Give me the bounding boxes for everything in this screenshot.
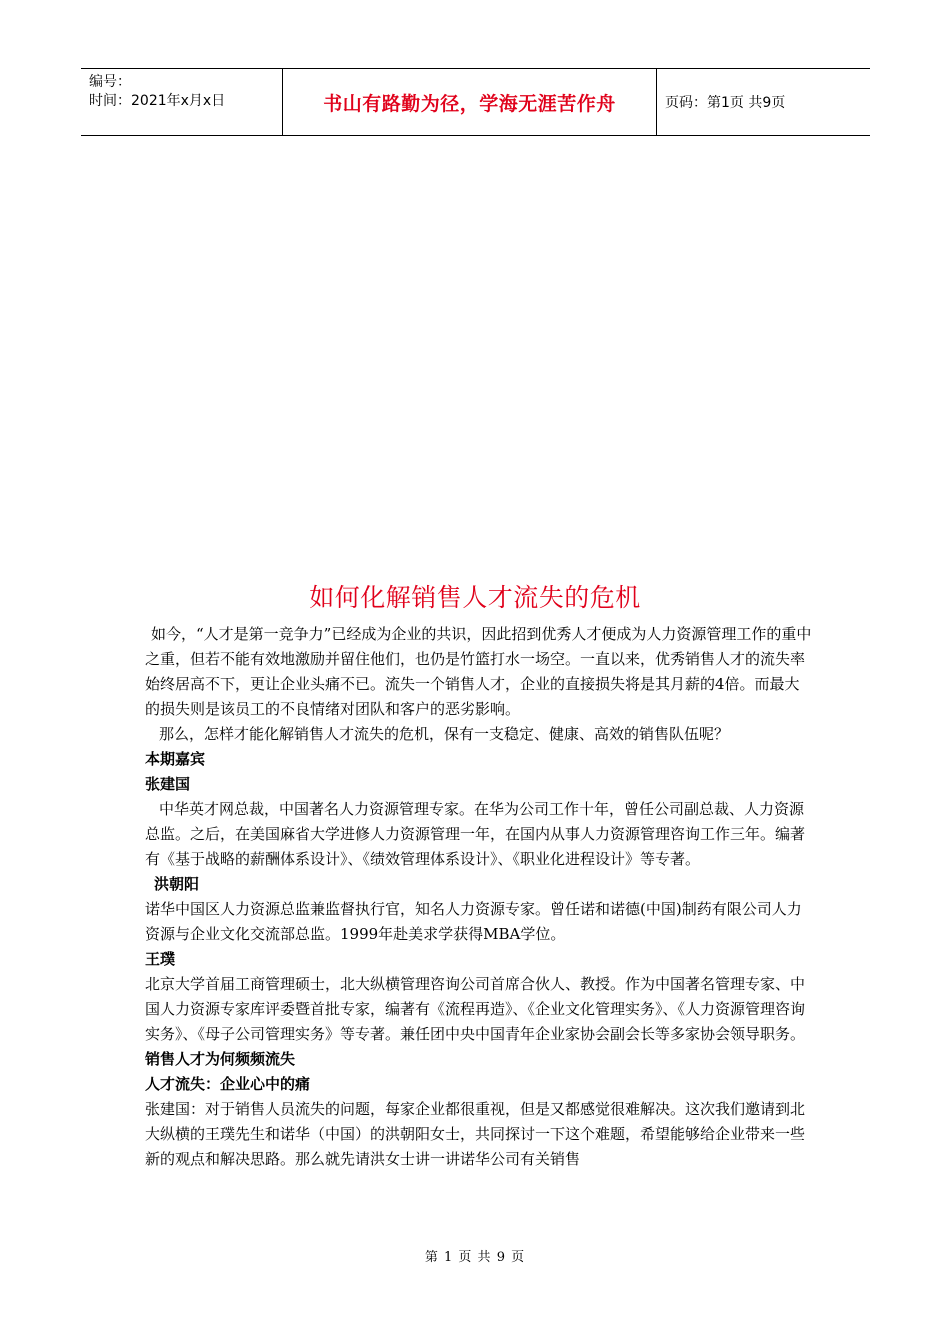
guest3-name: 王璞 xyxy=(145,950,176,968)
header-meta xyxy=(81,69,283,135)
guests-heading: 本期嘉宾 xyxy=(145,750,206,768)
number-label: 编号： xyxy=(89,74,131,90)
page-footer: 第 1 页 共 9 页 xyxy=(424,1250,526,1265)
guest1-bio: 中华英才网总裁，中国著名人力资源管理专家。在华为公司工作十年，曾任公司副总裁、人力资源总监。之后，在美国麻省大学进修人力资源管理一年，在国内从事人力资源管理咨询工作三年。编著有《基于战略的薪酬体系设计》、《绩效管理体系设计》、《职业化进程设计》等专著。 xyxy=(145,800,806,868)
section-heading: 销售人才为何频频流失 xyxy=(145,1050,296,1068)
header-motto: 书山有路勤为径，学海无涯苦作舟 xyxy=(283,69,657,135)
time-label: 时间：2021年x月x日 xyxy=(89,93,226,109)
guest3-bio: 北京大学首届工商管理硕士，北大纵横管理咨询公司首席合伙人、教授。作为中国著名管理专家、中国人力资源专家库评委暨首批专家，编著有《流程再造》、《企业文化管理实务》、《人力资源管理咨询实务》、《母子公司管理实务》等专著。兼任团中央中国青年企业家协会副会长等多家协会领导职务。 xyxy=(145,975,806,1043)
page-header xyxy=(81,68,870,136)
document-title: 如何化解销售人才流失的危机 xyxy=(309,583,641,612)
intro-paragraph-1: 如今，“人才是第一竞争力”已经成为企业的共识，因此招到优秀人才便成为人力资源管理工作的重中之重，但若不能有效地激励并留住他们，也仍是竹篮打水一场空。一直以来，优秀销售人才的流失率始终居高不下，更让企业头痛不已。流失一个销售人才，企业的直接损失将是其月薪的4倍。而最大的损失则是该员工的不良情绪对团队和客户的恶劣影响。 xyxy=(145,625,812,718)
subsection-heading: 人才流失：企业心中的痛 xyxy=(145,1075,311,1093)
guest2-bio: 诺华中国区人力资源总监兼监督执行官，知名人力资源专家。曾任诺和诺德(中国)制药有限公司人力资源与企业文化交流部总监。1999年赴美求学获得MBA学位。 xyxy=(145,900,802,943)
header-page-code: 页码：第1页 共9页 xyxy=(665,95,786,111)
dialogue-paragraph-1: 张建国：对于销售人员流失的问题，每家企业都很重视，但是又都感觉很难解决。这次我们邀请到北大纵横的王璞先生和诺华（中国）的洪朝阳女士，共同探讨一下这个难题，希望能够给企业带来一些新的观点和解决思路。那么就先请洪女士讲一讲诺华公司有关销售 xyxy=(145,1100,806,1168)
guest2-name: 洪朝阳 xyxy=(154,875,200,893)
intro-paragraph-2: 那么，怎样才能化解销售人才流失的危机，保有一支稳定、健康、高效的销售队伍呢？ xyxy=(159,725,730,743)
document-body xyxy=(145,622,813,1172)
guest1-name: 张建国 xyxy=(145,775,191,793)
